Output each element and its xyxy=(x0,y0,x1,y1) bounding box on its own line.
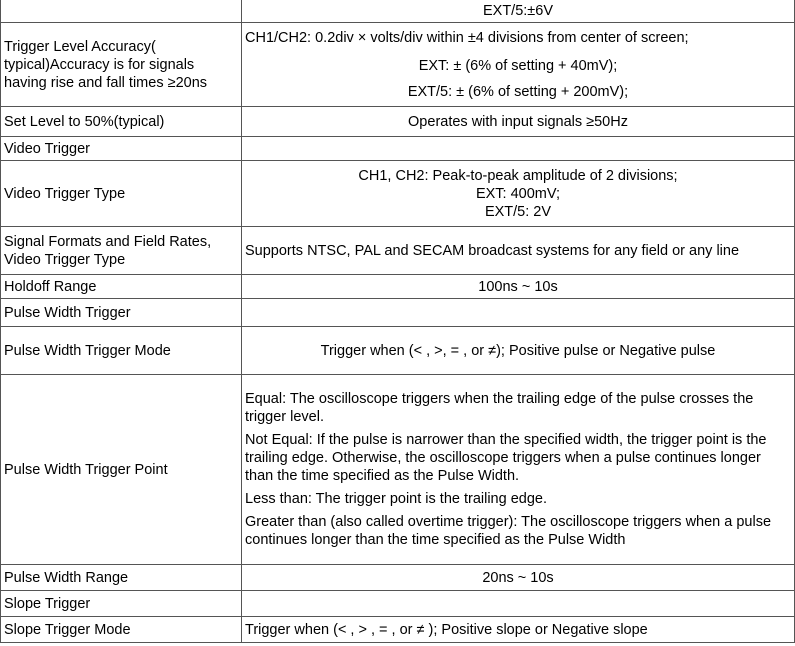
table-row xyxy=(1,0,795,23)
spec-label: Slope Trigger xyxy=(1,591,242,617)
spec-label: Pulse Width Trigger Mode xyxy=(1,327,242,375)
table-row xyxy=(1,107,795,137)
spec-label: Pulse Width Trigger xyxy=(1,299,242,327)
table-row xyxy=(1,327,795,375)
spec-paragraph: Greater than (also called overtime trigger): The oscilloscope triggers when a pulse continues longer than the time specified as the Pulse Width xyxy=(245,514,772,548)
table-row xyxy=(1,137,795,161)
spec-value: Trigger when (< , >, = , or ≠); Positive pulse or Negative pulse xyxy=(242,327,795,375)
spec-line: EXT: ± (6% of setting + 40mV); xyxy=(418,57,618,74)
spec-label: Set Level to 50%(typical) xyxy=(1,107,242,137)
spec-value xyxy=(242,375,795,565)
table-row xyxy=(1,617,795,643)
table-row xyxy=(1,227,795,275)
spec-value xyxy=(242,23,795,107)
table-row xyxy=(1,23,795,107)
spec-paragraph: Equal: The oscilloscope triggers when the trailing edge of the pulse crosses the trigger level. xyxy=(245,391,754,425)
spec-line: CH1, CH2: Peak-to-peak amplitude of 2 divisions; xyxy=(358,167,678,184)
table-row xyxy=(1,565,795,591)
table-row xyxy=(1,375,795,565)
spec-value xyxy=(242,137,795,161)
spec-line: EXT/5: ± (6% of setting + 200mV); xyxy=(407,83,629,100)
table-row xyxy=(1,591,795,617)
spec-value: Trigger when (< , > , = , or ≠ ); Positive slope or Negative slope xyxy=(242,617,795,643)
spec-label xyxy=(1,0,242,23)
spec-label: Video Trigger xyxy=(1,137,242,161)
spec-label: Pulse Width Trigger Point xyxy=(1,375,242,565)
table-row xyxy=(1,161,795,227)
spec-value xyxy=(242,591,795,617)
spec-value xyxy=(242,161,795,227)
spec-value: Supports NTSC, PAL and SECAM broadcast systems for any field or any line xyxy=(242,227,795,275)
spec-value: 20ns ~ 10s xyxy=(242,565,795,591)
spec-paragraph: Less than: The trigger point is the trailing edge. xyxy=(245,491,548,507)
spec-line: EXT: 400mV; xyxy=(475,185,561,202)
spec-label: Signal Formats and Field Rates, Video Trigger Type xyxy=(1,227,242,275)
spec-line: CH1/CH2: 0.2div × volts/div within ±4 divisions from center of screen; xyxy=(245,29,689,46)
spec-label: Video Trigger Type xyxy=(1,161,242,227)
table-row xyxy=(1,299,795,327)
spec-paragraph: Not Equal: If the pulse is narrower than the specified width, the trigger point is the trailing edge. Otherwise, the oscilloscope triggers when a pulse continues longer than the time specified as the Pulse Width. xyxy=(245,432,767,484)
spec-value xyxy=(242,299,795,327)
spec-value: 100ns ~ 10s xyxy=(242,275,795,299)
spec-label: Trigger Level Accuracy( typical)Accuracy is for signals having rise and fall times ≥20ns xyxy=(1,23,242,107)
spec-label: Holdoff Range xyxy=(1,275,242,299)
spec-value: EXT/5:±6V xyxy=(242,0,795,23)
spec-value: Operates with input signals ≥50Hz xyxy=(242,107,795,137)
table-row xyxy=(1,275,795,299)
spec-line: EXT/5: 2V xyxy=(484,203,552,220)
spec-label: Slope Trigger Mode xyxy=(1,617,242,643)
spec-label: Pulse Width Range xyxy=(1,565,242,591)
